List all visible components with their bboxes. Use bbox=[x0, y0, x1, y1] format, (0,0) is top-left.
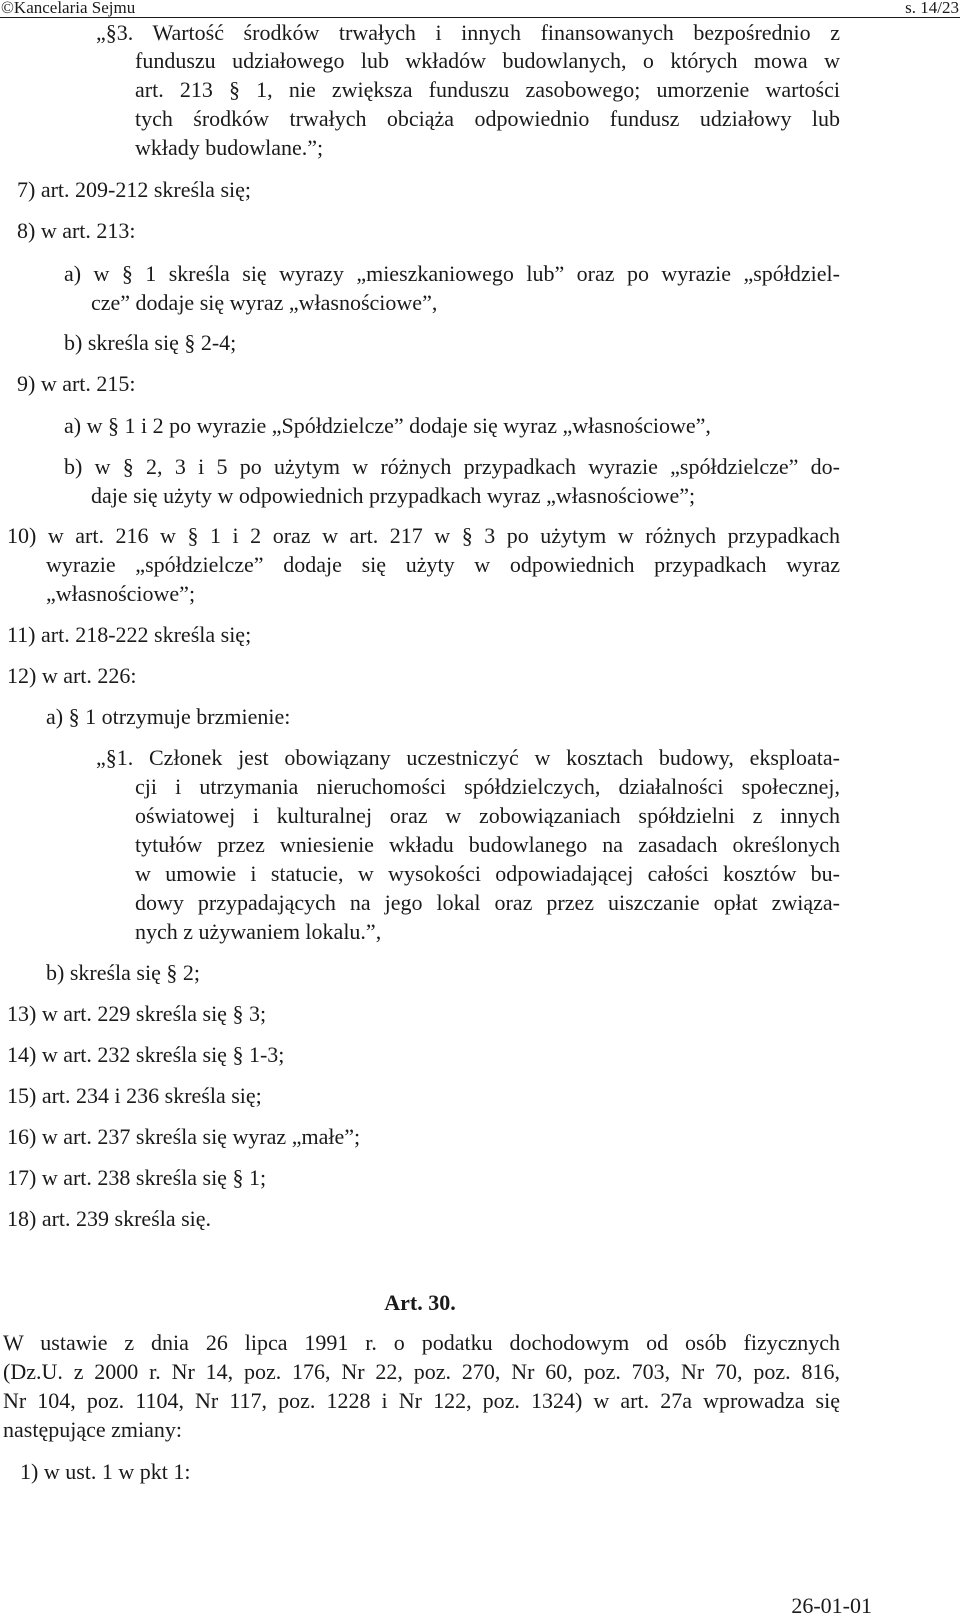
list-item: 18) art. 239 skreśla się. bbox=[7, 1206, 212, 1231]
text-line: b) w § 2, 3 i 5 po użytym w różnych przypadkach wyrazie „spółdzielcze” do- bbox=[64, 454, 840, 479]
list-item: 7) art. 209-212 skreśla się; bbox=[17, 177, 251, 202]
text-line: W ustawie z dnia 26 lipca 1991 r. o podatku dochodowym od osób fizycznych bbox=[3, 1330, 840, 1355]
text-line: a) w § 1 i 2 po wyrazie „Spółdzielcze” dodaje się wyraz „własnościowe”, bbox=[64, 413, 711, 438]
list-item: 17) w art. 238 skreśla się § 1; bbox=[7, 1165, 267, 1190]
text-line: Nr 104, poz. 1104, Nr 117, poz. 1228 i Nr 122, poz. 1324) w art. 27a wprowadza się bbox=[3, 1388, 840, 1413]
list-item: 9) w art. 215: bbox=[17, 371, 136, 396]
text-line: „§3. Wartość środków trwałych i innych finansowanych bezpośrednio z bbox=[96, 20, 840, 45]
text-line: a) w § 1 skreśla się wyrazy „mieszkaniowego lub” oraz po wyrazie „spółdziel- bbox=[64, 261, 840, 286]
text-line: dowy przypadających na jego lokal oraz przez uiszczanie opłat związa- bbox=[135, 890, 840, 915]
list-item: 1) w ust. 1 w pkt 1: bbox=[20, 1459, 191, 1484]
text-line: nych z używaniem lokalu.”, bbox=[135, 919, 382, 944]
text-line: art. 213 § 1, nie zwiększa funduszu zasobowego; umorzenie wartości bbox=[135, 77, 840, 102]
list-item: 8) w art. 213: bbox=[17, 218, 136, 243]
text-line: tych środków trwałych obciąża odpowiednio fundusz udziałowy lub bbox=[135, 106, 840, 131]
list-item: 11) art. 218-222 skreśla się; bbox=[7, 622, 252, 647]
text-line: następujące zmiany: bbox=[3, 1417, 182, 1442]
text-line: daje się użyty w odpowiednich przypadkach wyraz „własnościowe”; bbox=[91, 483, 696, 508]
footer-date: 26-01-01 bbox=[791, 1593, 872, 1618]
article-heading: Art. 30. bbox=[384, 1290, 456, 1315]
text-line: oświatowej i kulturalnej oraz w zobowiązaniach spółdzielni z innych bbox=[135, 803, 840, 828]
text-line: (Dz.U. z 2000 r. Nr 14, poz. 176, Nr 22, poz. 270, Nr 60, poz. 703, Nr 70, poz. 816, bbox=[3, 1359, 840, 1384]
text-line: funduszu udziałowego lub wkładów budowlanych, o których mowa w bbox=[135, 48, 840, 73]
text-line: w umowie i statucie, w wysokości odpowiadającej całości kosztów bu- bbox=[135, 861, 840, 886]
list-item: 15) art. 234 i 236 skreśla się; bbox=[7, 1083, 262, 1108]
text-line: cze” dodaje się wyraz „własnościowe”, bbox=[91, 290, 438, 315]
text-line: wyrazie „spółdzielcze” dodaje się użyty w odpowiednich przypadkach wyraz bbox=[46, 552, 840, 577]
header-page-number: s. 14/23 bbox=[905, 0, 959, 17]
list-item: 14) w art. 232 skreśla się § 1-3; bbox=[7, 1042, 285, 1067]
text-line: „własnościowe”; bbox=[46, 581, 196, 606]
text-line: cji i utrzymania nieruchomości spółdzielczych, działalności społecznej, bbox=[135, 774, 840, 799]
list-item: 16) w art. 237 skreśla się wyraz „małe”; bbox=[7, 1124, 361, 1149]
list-item: 12) w art. 226: bbox=[7, 663, 137, 688]
list-item: a) § 1 otrzymuje brzmienie: bbox=[46, 704, 291, 729]
text-line: „§1. Członek jest obowiązany uczestniczyć w kosztach budowy, eksploata- bbox=[96, 745, 840, 770]
text-line: 10) w art. 216 w § 1 i 2 oraz w art. 217 w § 3 po użytym w różnych przypadkach bbox=[7, 523, 840, 548]
header-source: ©Kancelaria Sejmu bbox=[1, 0, 136, 17]
list-item: b) skreśla się § 2-4; bbox=[64, 330, 237, 355]
list-item: b) skreśla się § 2; bbox=[46, 960, 200, 985]
list-item: 13) w art. 229 skreśla się § 3; bbox=[7, 1001, 267, 1026]
text-line: wkłady budowlane.”; bbox=[135, 135, 324, 160]
text-line: tytułów przez wniesienie wkładu budowlanego na zasadach określonych bbox=[135, 832, 840, 857]
